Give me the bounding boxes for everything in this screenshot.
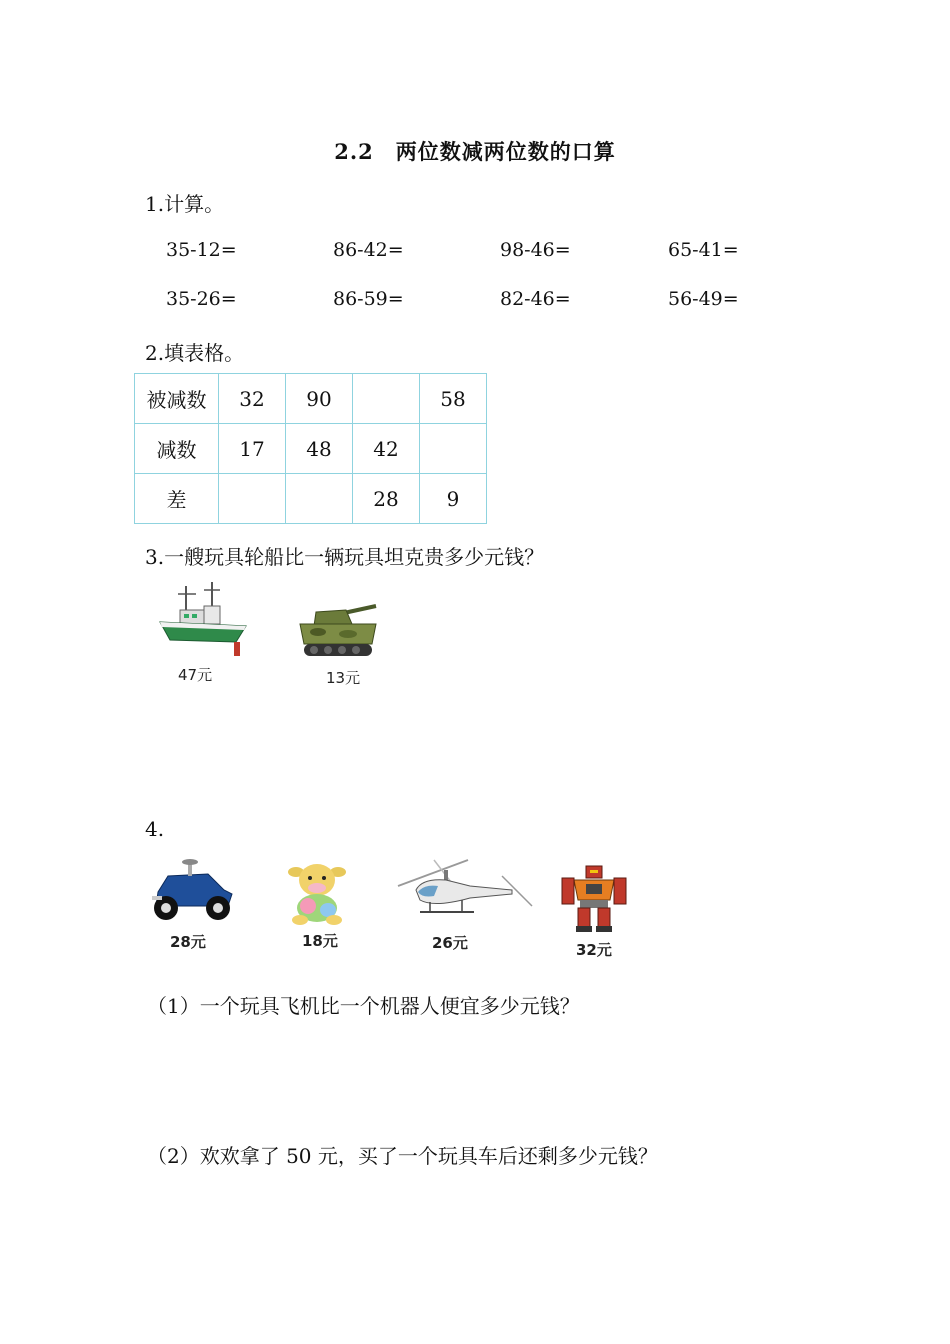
row-header: 差 [135, 474, 219, 524]
calc-item: 82-46= [500, 288, 571, 310]
question-1-label: 1.计算。 [145, 192, 225, 216]
calc-item: 86-59= [333, 288, 404, 310]
table-cell: 28 [353, 474, 420, 524]
toy-car-icon [148, 856, 236, 926]
calc-item: 35-12= [166, 239, 237, 261]
toy-ship-icon [156, 580, 250, 662]
price-label: 26元 [432, 934, 468, 952]
question-4-part-2: （2）欢欢拿了 50 元，买了一个玩具车后还剩多少元钱？ [147, 1144, 658, 1168]
price-label: 18元 [302, 932, 338, 950]
table-cell: 48 [286, 424, 353, 474]
table-cell: 58 [420, 374, 487, 424]
table-row [135, 474, 487, 524]
table-cell [219, 474, 286, 524]
calc-item: 98-46= [500, 239, 571, 261]
price-label: 32元 [576, 941, 612, 959]
row-header: 减数 [135, 424, 219, 474]
table-cell: 90 [286, 374, 353, 424]
table-row [135, 374, 487, 424]
toy-tank-icon [296, 598, 380, 662]
table-cell: 32 [219, 374, 286, 424]
question-3-label: 3.一艘玩具轮船比一辆玩具坦克贵多少元钱？ [145, 545, 545, 569]
calc-item: 65-41= [668, 239, 739, 261]
plush-cow-icon [284, 860, 350, 926]
row-header: 被减数 [135, 374, 219, 424]
question-4-part-1: （1）一个玩具飞机比一个机器人便宜多少元钱？ [147, 994, 580, 1018]
question-2-label: 2.填表格。 [145, 341, 245, 365]
page-title: 2.2 两位数减两位数的口算 [334, 139, 616, 164]
table-cell: 9 [420, 474, 487, 524]
toy-helicopter-icon [394, 856, 534, 926]
subtraction-table [134, 373, 487, 524]
price-label: 13元 [326, 669, 361, 687]
table-cell [286, 474, 353, 524]
price-label: 28元 [170, 933, 206, 951]
calc-item: 56-49= [668, 288, 739, 310]
price-label: 47元 [178, 666, 213, 684]
table-cell [353, 374, 420, 424]
table-cell: 17 [219, 424, 286, 474]
calc-item: 86-42= [333, 239, 404, 261]
toy-robot-icon [560, 864, 628, 934]
table-cell [420, 424, 487, 474]
table-cell: 42 [353, 424, 420, 474]
question-4-label: 4. [145, 817, 165, 841]
calc-item: 35-26= [166, 288, 237, 310]
table-row [135, 424, 487, 474]
